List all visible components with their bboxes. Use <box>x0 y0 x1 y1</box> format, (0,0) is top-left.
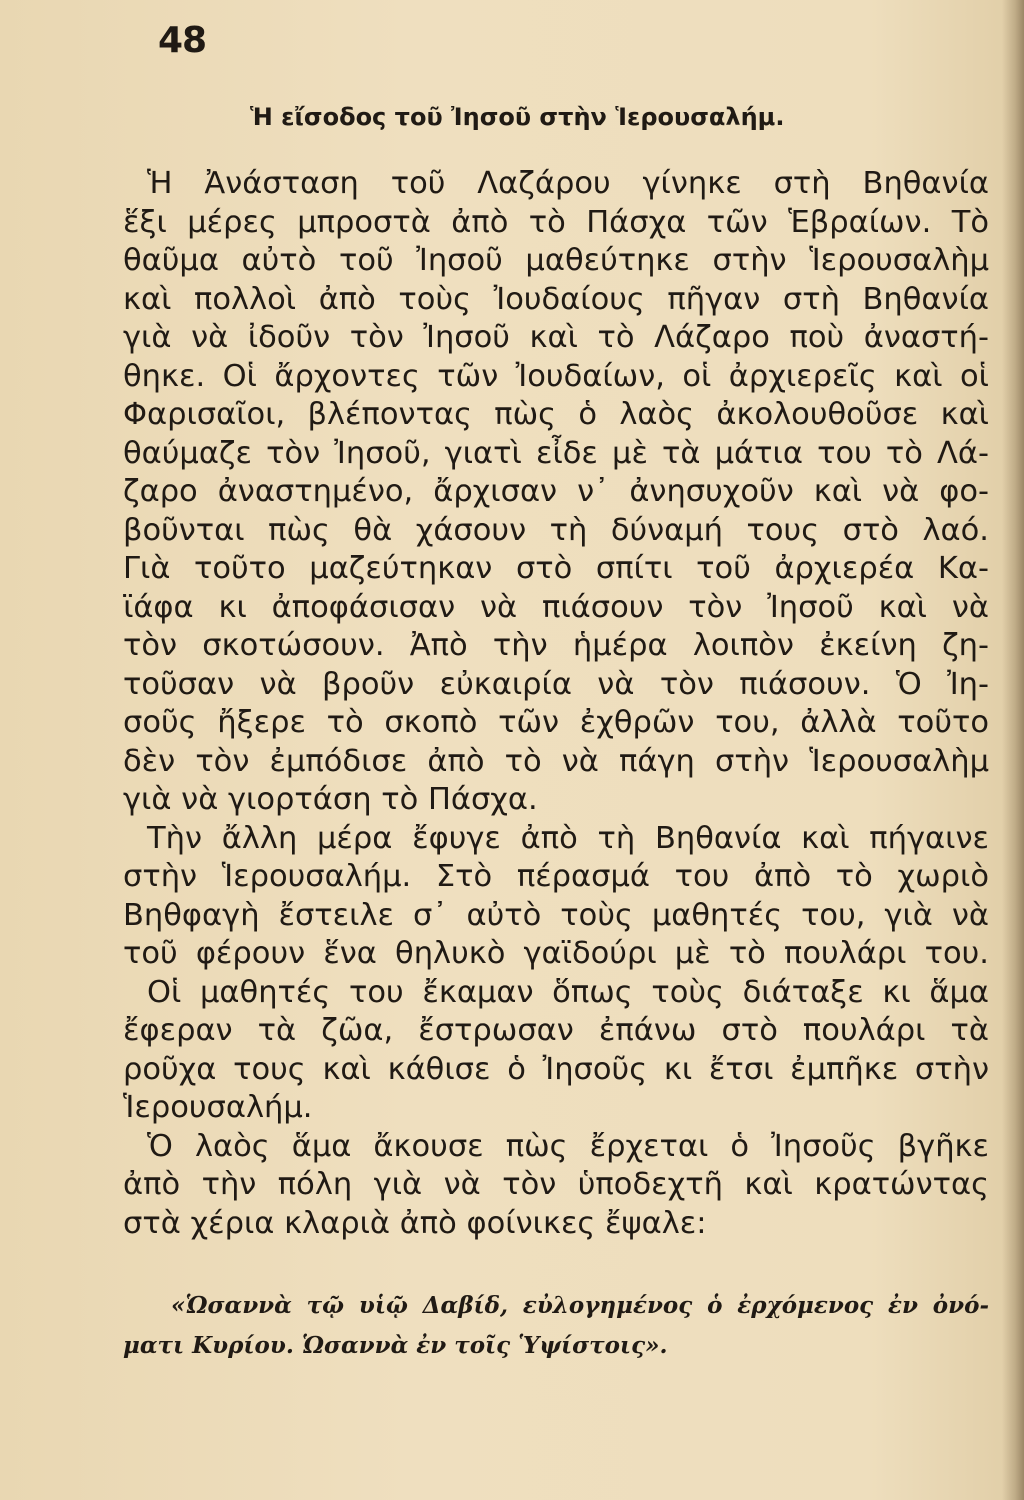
quote-line: «Ὡσαννὰ τῷ υἱῷ Δαβίδ, εὐλογημένος ὁ ἐρχόμενος ἐν ὀνό- <box>171 1292 989 1319</box>
text-line: Βηθφαγὴ ἔστειλε σ᾽ αὐτὸ τοὺς μαθητές του, γιὰ νὰ <box>123 897 989 933</box>
text-line: δὲν τὸν ἐμπόδισε ἀπὸ τὸ νὰ πάγη στὴν Ἱερουσαλὴμ <box>123 743 989 779</box>
text-line: βοῦνται πὼς θὰ χάσουν τὴ δύναμή τους στὸ λαό. <box>123 512 989 548</box>
text-line: Ὁ λαὸς ἅμα ἄκουσε πὼς ἔρχεται ὁ Ἰησοῦς βγῆκε <box>147 1128 989 1164</box>
text-line: καὶ πολλοὶ ἀπὸ τοὺς Ἰουδαίους πῆγαν στὴ Βηθανία <box>123 281 989 317</box>
paragraph <box>123 1128 989 1244</box>
text-line: γιὰ νὰ γιορτάση τὸ Πάσχα. <box>123 782 538 817</box>
text-line: ροῦχα τους καὶ κάθισε ὁ Ἰησοῦς κι ἔτσι ἐμπῆκε στὴν <box>123 1051 989 1087</box>
text-line: ζαρο ἀναστημένο, ἄρχισαν ν᾽ ἀνησυχοῦν καὶ νὰ φο- <box>123 474 989 509</box>
quote-line: ματι Κυρίου. Ὡσαννὰ ἐν τοῖς Ὑψίστοις». <box>123 1332 668 1359</box>
text-line: θαῦμα αὐτὸ τοῦ Ἰησοῦ μαθεύτηκε στὴν Ἱερουσαλὴμ <box>123 243 989 278</box>
text-line: θηκε. Οἱ ἄρχοντες τῶν Ἰουδαίων, οἱ ἀρχιερεῖς καὶ οἱ <box>123 358 989 394</box>
body-text <box>123 165 989 1243</box>
page-number: 48 <box>158 20 207 61</box>
text-line: ἔφεραν τὰ ζῶα, ἔστρωσαν ἐπάνω στὸ πουλάρι τὰ <box>123 1013 989 1048</box>
text-line: θαύμαζε τὸν Ἰησοῦ, γιατὶ εἶδε μὲ τὰ μάτια του τὸ Λά- <box>123 435 989 471</box>
paragraph <box>123 820 989 974</box>
text-line: ἕξι μέρες μπροστὰ ἀπὸ τὸ Πάσχα τῶν Ἑβραίων. Τὸ <box>123 204 989 240</box>
text-line: Οἱ μαθητές του ἔκαμαν ὅπως τοὺς διάταξε κι ἅμα <box>147 974 989 1010</box>
text-line: Ἱερουσαλήμ. <box>123 1090 313 1125</box>
text-line: τοῦσαν νὰ βροῦν εὐκαιρία νὰ τὸν πιάσουν. Ὁ Ἰη- <box>123 666 989 702</box>
text-line: τὸν σκοτώσουν. Ἀπὸ τὴν ἡμέρα λοιπὸν ἐκείνη ζη- <box>123 628 989 663</box>
section-heading: Ἡ εἴσοδος τοῦ Ἰησοῦ στὴν Ἱερουσαλήμ. <box>250 103 785 131</box>
text-line: ἀπὸ τὴν πόλη γιὰ νὰ τὸν ὑποδεχτῆ καὶ κρατώντας <box>123 1167 989 1202</box>
hymn-quote <box>123 1286 989 1366</box>
text-line: στὴν Ἱερουσαλήμ. Στὸ πέρασμά του ἀπὸ τὸ χωριὸ <box>123 859 989 894</box>
text-line: τοῦ φέρουν ἕνα θηλυκὸ γαϊδούρι μὲ τὸ πουλάρι του. <box>123 936 989 971</box>
text-line: Τὴν ἄλλη μέρα ἔφυγε ἀπὸ τὴ Βηθανία καὶ πήγαινε <box>147 820 989 856</box>
text-line: γιὰ νὰ ἰδοῦν τὸν Ἰησοῦ καὶ τὸ Λάζαρο ποὺ ἀναστή- <box>123 320 989 355</box>
text-line: στὰ χέρια κλαριὰ ἀπὸ φοίνικες ἔψαλε: <box>123 1205 707 1241</box>
text-line: Ἡ Ἀνάσταση τοῦ Λαζάρου γίνηκε στὴ Βηθανία <box>147 166 989 201</box>
paragraph <box>123 974 989 1128</box>
text-line: Γιὰ τοῦτο μαζεύτηκαν στὸ σπίτι τοῦ ἀρχιερέα Κα- <box>123 551 989 586</box>
text-line: Φαρισαῖοι, βλέποντας πὼς ὁ λαὸς ἀκολουθοῦσε καὶ <box>123 397 989 432</box>
text-line: σοῦς ἤξερε τὸ σκοπὸ τῶν ἐχθρῶν του, ἀλλὰ τοῦτο <box>123 705 989 740</box>
page-edge-shadow <box>1002 0 1024 1500</box>
text-line: ϊάφα κι ἀποφάσισαν νὰ πιάσουν τὸν Ἰησοῦ καὶ νὰ <box>123 589 989 625</box>
paragraph <box>123 165 989 820</box>
